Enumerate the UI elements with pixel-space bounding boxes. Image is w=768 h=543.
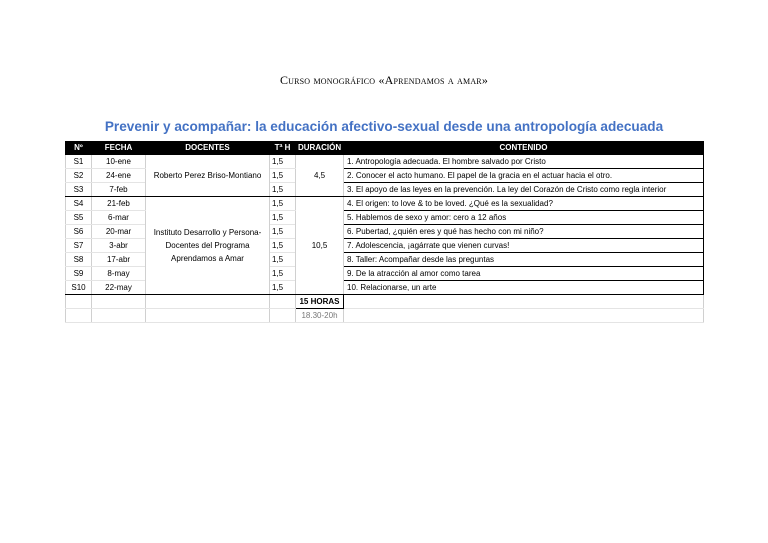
header-docentes: DOCENTES xyxy=(146,142,270,155)
session-number: S2 xyxy=(66,169,92,183)
session-content: 4. El origen: to love & to be loved. ¿Qué es la sexualidad? xyxy=(344,197,704,211)
header-row xyxy=(66,142,704,155)
session-number: S10 xyxy=(66,281,92,295)
session-hours: 1,5 xyxy=(270,253,296,267)
session-date: 21-feb xyxy=(92,197,146,211)
sheet-title: Prevenir y acompañar: la educación afectivo-sexual desde una antropología adecuada xyxy=(104,119,664,134)
schedule-time: 18.30-20h xyxy=(296,309,344,323)
course-schedule-table xyxy=(65,141,704,323)
session-content: 8. Taller: Acompañar desde las preguntas xyxy=(344,253,704,267)
session-hours: 1,5 xyxy=(270,239,296,253)
session-hours: 1,5 xyxy=(270,211,296,225)
session-hours: 1,5 xyxy=(270,197,296,211)
session-content: 9. De la atracción al amor como tarea xyxy=(344,267,704,281)
session-hours: 1,5 xyxy=(270,169,296,183)
session-hours: 1,5 xyxy=(270,155,296,169)
session-date: 8-may xyxy=(92,267,146,281)
session-hours: 1,5 xyxy=(270,183,296,197)
spreadsheet xyxy=(65,116,703,323)
session-content: 3. El apoyo de las leyes en la prevención. La ley del Corazón de Cristo como regla interior xyxy=(344,183,704,197)
header-fecha: FECHA xyxy=(92,142,146,155)
totals-row xyxy=(66,295,704,309)
session-content: 10. Relacionarse, un arte xyxy=(344,281,704,295)
session-date: 17-abr xyxy=(92,253,146,267)
session-hours: 1,5 xyxy=(270,225,296,239)
session-date: 24-ene xyxy=(92,169,146,183)
session-hours: 1,5 xyxy=(270,281,296,295)
docentes-group-1: Roberto Perez Briso-Montiano xyxy=(146,155,270,197)
session-number: S7 xyxy=(66,239,92,253)
session-content: 6. Pubertad, ¿quién eres y qué has hecho con mi niño? xyxy=(344,225,704,239)
session-date: 10-ene xyxy=(92,155,146,169)
session-number: S8 xyxy=(66,253,92,267)
header-duracion: DURACIÓN xyxy=(296,142,344,155)
session-content: 1. Antropología adecuada. El hombre salvado por Cristo xyxy=(344,155,704,169)
session-date: 3-abr xyxy=(92,239,146,253)
session-content: 5. Hablemos de sexo y amor: cero a 12 años xyxy=(344,211,704,225)
session-number: S6 xyxy=(66,225,92,239)
session-content: 2. Conocer el acto humano. El papel de la gracia en el actuar hacia el otro. xyxy=(344,169,704,183)
session-number: S1 xyxy=(66,155,92,169)
session-content: 7. Adolescencia, ¡agárrate que vienen curvas! xyxy=(344,239,704,253)
table-row xyxy=(66,155,704,169)
session-number: S5 xyxy=(66,211,92,225)
header-contenido: CONTENIDO xyxy=(344,142,704,155)
session-date: 22-may xyxy=(92,281,146,295)
session-number: S3 xyxy=(66,183,92,197)
session-date: 7-feb xyxy=(92,183,146,197)
schedule-row xyxy=(66,309,704,323)
document-title: Curso monográfico «Aprendamos a amar» xyxy=(279,73,489,87)
session-date: 20-mar xyxy=(92,225,146,239)
table-row xyxy=(66,197,704,211)
session-number: S4 xyxy=(66,197,92,211)
header-num: Nº xyxy=(66,142,92,155)
total-hours: 15 HORAS xyxy=(296,295,344,309)
session-hours: 1,5 xyxy=(270,267,296,281)
docentes-group-2: Instituto Desarrollo y Persona- Docentes del Programa Aprendamos a Amar xyxy=(146,197,270,295)
duracion-group-1: 4,5 xyxy=(296,155,344,197)
header-th: Tª H xyxy=(270,142,296,155)
session-date: 6-mar xyxy=(92,211,146,225)
duracion-group-2: 10,5 xyxy=(296,197,344,295)
session-number: S9 xyxy=(66,267,92,281)
